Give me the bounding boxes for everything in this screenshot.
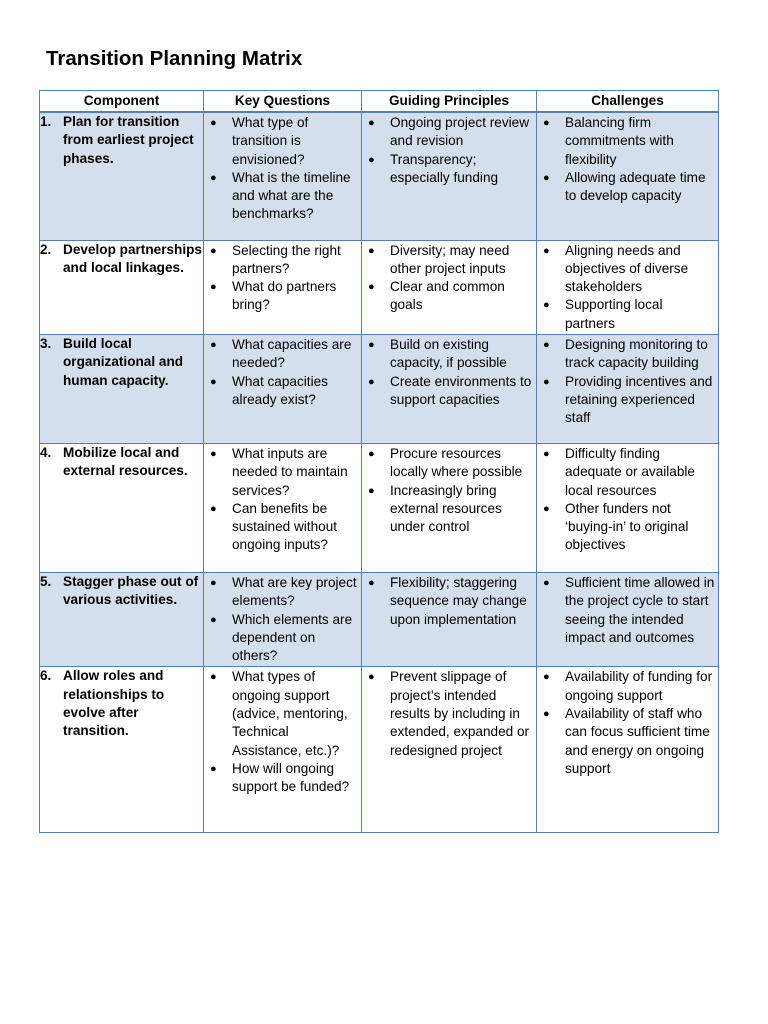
- key-questions-cell: [204, 112, 362, 240]
- list-item-text: Procure resources locally where possible: [390, 445, 523, 480]
- list-item: [537, 169, 716, 206]
- table-row: [40, 572, 719, 666]
- component-number: 1.: [40, 114, 52, 129]
- list-item: [204, 574, 359, 611]
- bullet-icon: ●: [368, 375, 375, 388]
- component-number: 6.: [40, 668, 52, 684]
- guiding-principles-list: [362, 444, 536, 537]
- bullet-icon: ●: [210, 117, 217, 129]
- list-item-text: Balancing firm commitments with flexibility: [565, 115, 674, 167]
- bullet-icon: ●: [543, 338, 550, 351]
- challenges-list: [537, 113, 718, 206]
- list-item-text: Designing monitoring to track capacity building: [565, 336, 708, 371]
- list-item: [204, 373, 359, 410]
- challenges-list: [537, 444, 718, 556]
- list-item: [362, 668, 534, 759]
- bullet-icon: ●: [368, 244, 375, 257]
- list-item-text: What type of transition is envisioned?: [232, 115, 309, 167]
- list-item-text: What do partners bring?: [232, 279, 337, 313]
- challenges-cell: [537, 572, 719, 666]
- list-item: [204, 760, 359, 797]
- guiding-principles-list: [362, 667, 536, 760]
- header-component: Component: [40, 91, 204, 113]
- component-entry: [40, 113, 203, 168]
- key-questions-cell: [204, 667, 362, 833]
- challenges-cell: [537, 667, 719, 833]
- list-item-text: Increasingly bring external resources under control: [390, 482, 502, 535]
- challenges-cell: [537, 443, 719, 572]
- guiding-principles-cell: [362, 667, 537, 833]
- key-questions-list: [204, 667, 361, 797]
- challenges-list: [537, 241, 718, 334]
- page-title: Transition Planning Matrix: [46, 47, 303, 70]
- component-number: 5.: [40, 573, 52, 589]
- list-item: [362, 482, 534, 537]
- list-item: [204, 668, 359, 759]
- bullet-icon: ●: [210, 281, 217, 294]
- key-questions-list: [204, 573, 361, 666]
- component-number: 4.: [40, 444, 52, 460]
- key-questions-list: [204, 444, 361, 556]
- list-item: [204, 445, 359, 500]
- list-item-text: What capacities are needed?: [232, 336, 352, 371]
- list-item: [204, 242, 359, 279]
- challenges-cell: [537, 112, 719, 240]
- header-challenges: Challenges: [537, 91, 719, 113]
- bullet-icon: ●: [368, 671, 375, 684]
- list-item-text: Clear and common goals: [390, 279, 505, 313]
- guiding-principles-list: [362, 573, 536, 630]
- component-cell: [40, 667, 204, 833]
- list-item-text: Allowing adequate time to develop capacity: [565, 169, 706, 204]
- list-item-text: How will ongoing support be funded?: [232, 760, 350, 795]
- component-cell: [40, 240, 204, 334]
- challenges-cell: [537, 240, 719, 334]
- list-item: [362, 114, 534, 151]
- list-item: [362, 242, 534, 279]
- list-item: [362, 151, 534, 188]
- list-item-text: What capacities already exist?: [232, 373, 328, 407]
- bullet-icon: ●: [210, 447, 217, 460]
- guiding-principles-list: [362, 335, 536, 410]
- list-item-text: Ongoing project review and revision: [390, 115, 530, 149]
- list-item: [204, 114, 359, 169]
- component-cell: [40, 443, 204, 572]
- list-item: [537, 668, 716, 705]
- table-row: [40, 334, 719, 443]
- table-header-row: [40, 91, 719, 113]
- bullet-icon: ●: [543, 244, 550, 257]
- table-row: [40, 667, 719, 833]
- component-text: Mobilize local and external resources.: [63, 444, 188, 479]
- component-text: Plan for transition from earliest project phases.: [63, 114, 194, 166]
- list-item-text: Transparency; especially funding: [390, 151, 499, 185]
- bullet-icon: ●: [368, 281, 375, 294]
- bullet-icon: ●: [543, 708, 550, 721]
- list-item-text: Supporting local partners: [565, 297, 663, 331]
- component-text: Develop partnerships and local linkages.: [63, 241, 202, 275]
- component-cell: [40, 112, 204, 240]
- component-entry: [40, 335, 203, 390]
- key-questions-list: [204, 335, 361, 410]
- list-item: [537, 336, 716, 373]
- table-row: [40, 112, 719, 240]
- list-item: [362, 278, 534, 315]
- bullet-icon: ●: [210, 762, 217, 775]
- component-text: Build local organizational and human capacity.: [63, 335, 184, 388]
- challenges-list: [537, 667, 718, 779]
- list-item-text: What are key project elements?: [232, 574, 357, 609]
- header-guiding-principles: Guiding Principles: [362, 91, 537, 113]
- key-questions-cell: [204, 240, 362, 334]
- header-key-questions: Key Questions: [204, 91, 362, 113]
- bullet-icon: ●: [368, 117, 375, 129]
- bullet-icon: ●: [543, 171, 550, 184]
- component-text: Allow roles and relationships to evolve after transition.: [63, 668, 165, 739]
- bullet-icon: ●: [543, 299, 550, 312]
- bullet-icon: ●: [210, 375, 217, 388]
- component-text: Stagger phase out of various activities.: [63, 573, 199, 608]
- component-entry: [40, 241, 203, 278]
- list-item: [362, 445, 534, 482]
- list-item: [537, 445, 716, 500]
- bullet-icon: ●: [543, 671, 550, 684]
- list-item-text: Sufficient time allowed in the project cycle to start seeing the intended impact and outcomes: [565, 574, 715, 645]
- list-item: [537, 705, 716, 778]
- component-entry: [40, 667, 203, 740]
- bullet-icon: ●: [368, 447, 375, 460]
- component-entry: [40, 573, 203, 610]
- bullet-icon: ●: [210, 244, 217, 257]
- bullet-icon: ●: [210, 502, 217, 515]
- list-item-text: Difficulty finding adequate or available local resources: [565, 445, 695, 498]
- bullet-icon: ●: [368, 153, 375, 166]
- component-cell: [40, 334, 204, 443]
- bullet-icon: ●: [210, 171, 217, 184]
- component-number: 2.: [40, 241, 52, 257]
- list-item: [204, 336, 359, 373]
- list-item-text: Can benefits be sustained without ongoing inputs?: [232, 500, 338, 553]
- key-questions-list: [204, 241, 361, 316]
- list-item-text: Providing incentives and retaining experienced staff: [565, 373, 713, 426]
- list-item: [537, 500, 716, 555]
- list-item: [362, 336, 534, 373]
- key-questions-cell: [204, 443, 362, 572]
- list-item: [204, 611, 359, 666]
- bullet-icon: ●: [210, 613, 217, 626]
- guiding-principles-list: [362, 113, 536, 188]
- list-item: [537, 242, 716, 297]
- list-item-text: Selecting the right partners?: [232, 242, 341, 276]
- bullet-icon: ●: [210, 338, 217, 351]
- bullet-icon: ●: [368, 576, 375, 589]
- bullet-icon: ●: [368, 484, 375, 497]
- challenges-cell: [537, 334, 719, 443]
- guiding-principles-cell: [362, 443, 537, 572]
- bullet-icon: ●: [210, 671, 217, 684]
- guiding-principles-list: [362, 241, 536, 316]
- bullet-icon: ●: [543, 117, 550, 129]
- bullet-icon: ●: [210, 576, 217, 589]
- bullet-icon: ●: [543, 375, 550, 388]
- list-item: [204, 500, 359, 555]
- list-item-text: Aligning needs and objectives of diverse stakeholders: [565, 242, 689, 295]
- component-cell: [40, 572, 204, 666]
- bullet-icon: ●: [368, 338, 375, 351]
- list-item: [204, 169, 359, 224]
- bullet-icon: ●: [543, 502, 550, 515]
- guiding-principles-cell: [362, 240, 537, 334]
- table-row: [40, 443, 719, 572]
- list-item-text: Flexibility; staggering sequence may change upon implementation: [390, 574, 527, 627]
- guiding-principles-cell: [362, 334, 537, 443]
- list-item-text: Diversity; may need other project inputs: [390, 242, 510, 276]
- list-item: [537, 296, 716, 333]
- table-body: [40, 112, 719, 833]
- bullet-icon: ●: [543, 576, 550, 589]
- guiding-principles-cell: [362, 112, 537, 240]
- key-questions-list: [204, 113, 361, 225]
- list-item: [537, 574, 716, 647]
- list-item: [362, 373, 534, 410]
- transition-matrix-table: [39, 90, 719, 833]
- list-item: [204, 278, 359, 315]
- list-item-text: Create environments to support capacities: [390, 373, 532, 407]
- list-item-text: Other funders not ‘buying-in’ to original objectives: [565, 500, 689, 553]
- bullet-icon: ●: [543, 447, 550, 460]
- challenges-list: [537, 335, 718, 428]
- component-entry: [40, 444, 203, 481]
- list-item-text: What inputs are needed to maintain services?: [232, 445, 348, 498]
- challenges-list: [537, 573, 718, 648]
- guiding-principles-cell: [362, 572, 537, 666]
- key-questions-cell: [204, 334, 362, 443]
- list-item-text: What is the timeline and what are the benchmarks?: [232, 169, 351, 222]
- list-item-text: Build on existing capacity, if possible: [390, 336, 507, 371]
- list-item: [537, 373, 716, 428]
- list-item: [362, 574, 534, 629]
- table-row: [40, 240, 719, 334]
- list-item-text: Availability of staff who can focus sufficient time and energy on ongoing support: [565, 706, 710, 776]
- list-item: [537, 114, 716, 169]
- list-item-text: Prevent slippage of project’s intended results by including in extended, expanded or redesigned project: [390, 669, 530, 758]
- key-questions-cell: [204, 572, 362, 666]
- list-item-text: Which elements are dependent on others?: [232, 611, 353, 664]
- component-number: 3.: [40, 335, 52, 351]
- list-item-text: Availability of funding for ongoing support: [565, 669, 713, 703]
- list-item-text: What types of ongoing support (advice, mentoring, Technical Assistance, etc.)?: [232, 669, 348, 758]
